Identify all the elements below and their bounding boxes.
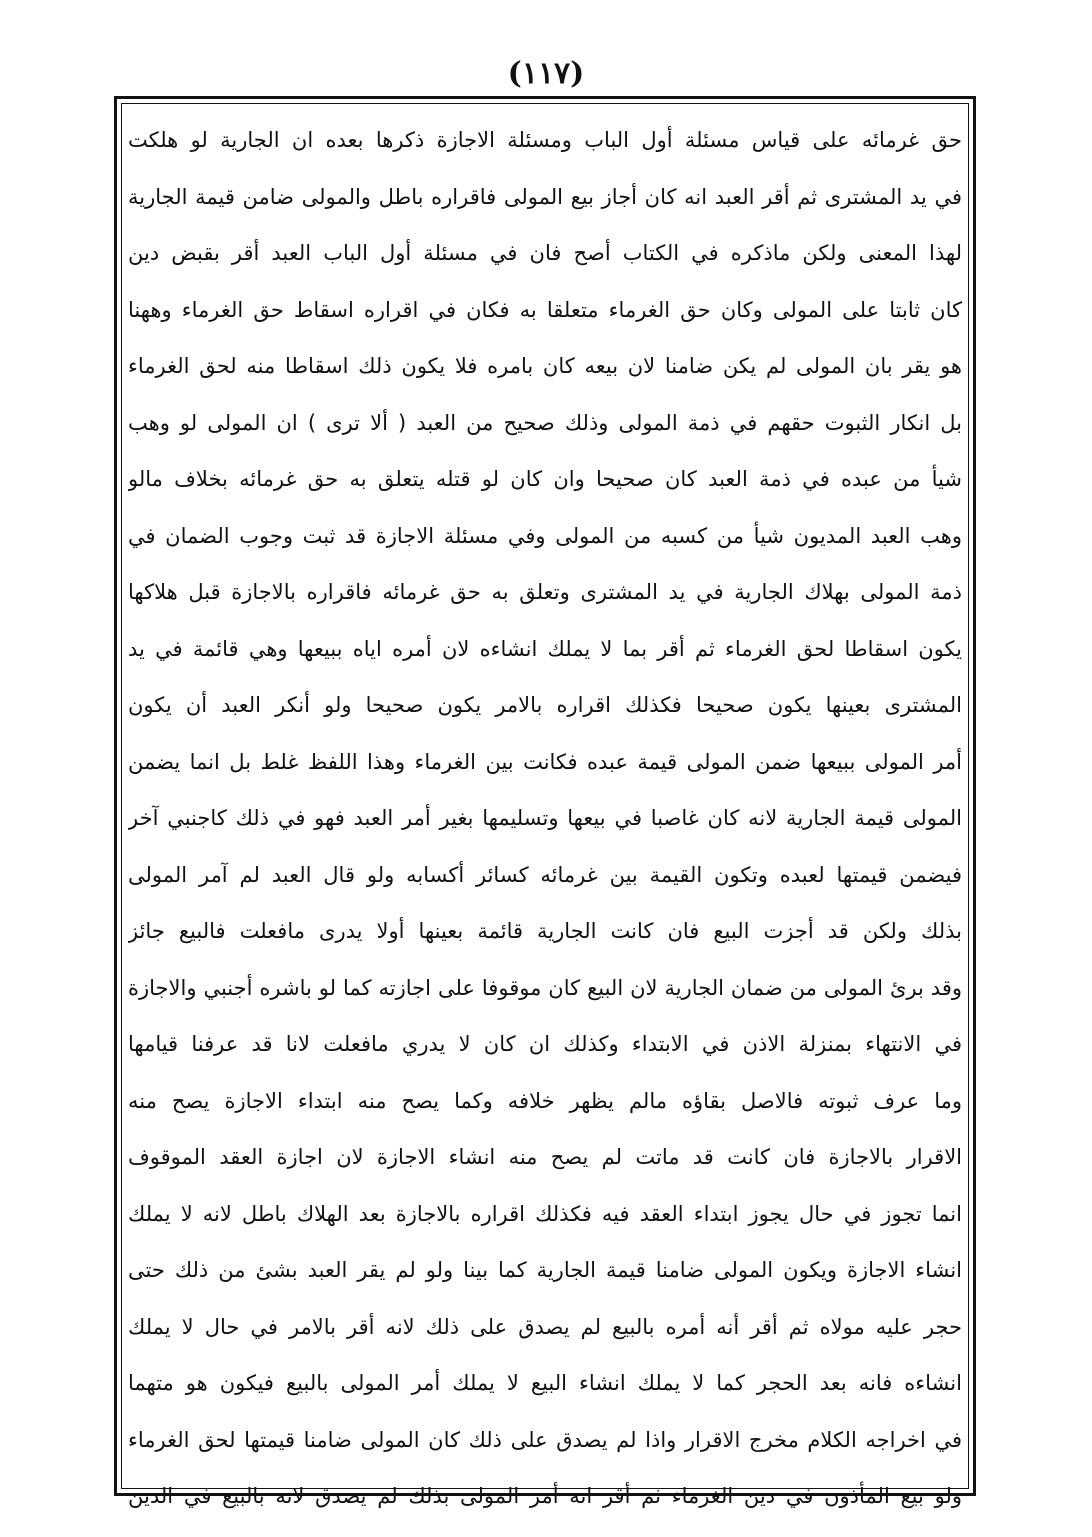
text-line: حق غرمائه على قياس مسئلة أول الباب ومسئلة الاجازة ذكرها بعده ان الجارية لو هلكت xyxy=(128,128,962,152)
text-line: هو يقر بان المولى لم يكن ضامنا لان بيعه كان بامره فلا يكون ذلك اسقاطا منه لحق الغرماء xyxy=(128,354,962,378)
text-line: كان ثابتا على المولى وكان حق الغرماء متعلقا به فكان في اقراره اسقاط حق الغرماء وههنا xyxy=(128,297,962,322)
text-line: ذمة المولى بهلاك الجارية في يد المشترى وتعلق به حق غرمائه فاقراره بالاجازة قبل هلاكها xyxy=(128,580,962,604)
text-line: شيأ من عبده في ذمة العبد كان صحيحا وان كان لو قتله يتعلق به حق غرمائه بخلاف مالو xyxy=(128,467,962,491)
text-line: في يد المشترى ثم أقر العبد انه كان أجاز بيع المولى فاقراره باطل والمولى ضامن قيمة الجارية xyxy=(128,184,962,209)
text-line: ولو بيع المأذون في دين الغرماء ثم أقر انه أمر المولى بذلك لم يصدق لانه بالبيع في الدين xyxy=(128,1484,962,1508)
text-line: وقد برئ المولى من ضمان الجارية لان البيع كان موقوفا على اجازته كما لو باشره أجنبي والاجازة xyxy=(128,975,962,1000)
text-line: لهذا المعنى ولكن ماذكره في الكتاب أصح فان في مسئلة أول الباب العبد أقر بقبض دين xyxy=(128,241,962,265)
text-line: وهب العبد المديون شيأ من كسبه من المولى وفي مسئلة الاجازة قد ثبت وجوب الضمان في xyxy=(128,523,962,548)
text-line: المولى قيمة الجارية لانه كان غاصبا في بيعها وتسليمها بغير أمر العبد فهو في ذلك كاجنبي آخر xyxy=(128,806,962,830)
text-line: وما عرف ثبوته فالاصل بقاؤه مالم يظهر خلافه وكما يصح منه ابتداء الاجازة يصح منه xyxy=(128,1088,962,1113)
text-line: بل انكار الثبوت حقهم في ذمة المولى وذلك صحيح من العبد ( ألا ترى ) ان المولى لو وهب xyxy=(128,410,962,435)
text-line: أمر المولى ببيعها ضمن المولى قيمة عبده فكانت بين الغرماء وهذا اللفظ غلط بل انما يضمن xyxy=(128,749,962,774)
text-line: فيضمن قيمتها لعبده وتكون القيمة بين غرمائه كسائر أكسابه ولو قال العبد لم آمر المولى xyxy=(128,862,962,887)
text-line: بذلك ولكن قد أجزت البيع فان كانت الجارية قائمة بعينها أولا يدرى مافعلت فالبيع جائز xyxy=(128,919,962,943)
text-line: في الانتهاء بمنزلة الاذن في الابتداء وكذلك ان كان لا يدري مافعلت لانا قد عرفنا قيامها xyxy=(128,1032,962,1056)
text-line: في اخراجه الكلام مخرج الاقرار واذا لم يصدق على ذلك كان المولى ضامنا قيمتها لحق الغرماء xyxy=(128,1427,962,1452)
text-line: المشترى بعينها يكون صحيحا فكذلك اقراره بالامر يكون صحيحا ولو أنكر العبد أن يكون xyxy=(128,693,962,717)
text-line: انما تجوز في حال يجوز ابتداء العقد فيه فكذلك اقراره بالاجازة بعد الهلاك باطل لانه لا يملك xyxy=(128,1201,962,1226)
text-line: حجر عليه مولاه ثم أقر أنه أمره بالبيع لم يصدق على ذلك لانه أقر بالامر في حال لا يملك xyxy=(128,1314,962,1339)
page-number: (١١٧) xyxy=(507,56,585,91)
text-line: يكون اسقاطا لحق الغرماء ثم أقر بما لا يملك انشاءه لان أمره اياه ببيعها وهي قائمة في يد xyxy=(128,636,962,661)
text-line: الاقرار بالاجازة فان كانت قد ماتت لم يصح منه انشاء الاجازة لان اجازة العقد الموقوف xyxy=(128,1145,962,1169)
text-line: انشاءه فانه بعد الحجر كما لا يملك انشاء البيع لا يملك أمر المولى بالبيع فيكون هو متهما xyxy=(128,1371,962,1395)
body-text xyxy=(124,106,966,1508)
text-line: انشاء الاجازة ويكون المولى ضامنا قيمة الجارية كما بينا ولو لم يقر العبد بشئ من ذلك حتى xyxy=(128,1258,962,1282)
